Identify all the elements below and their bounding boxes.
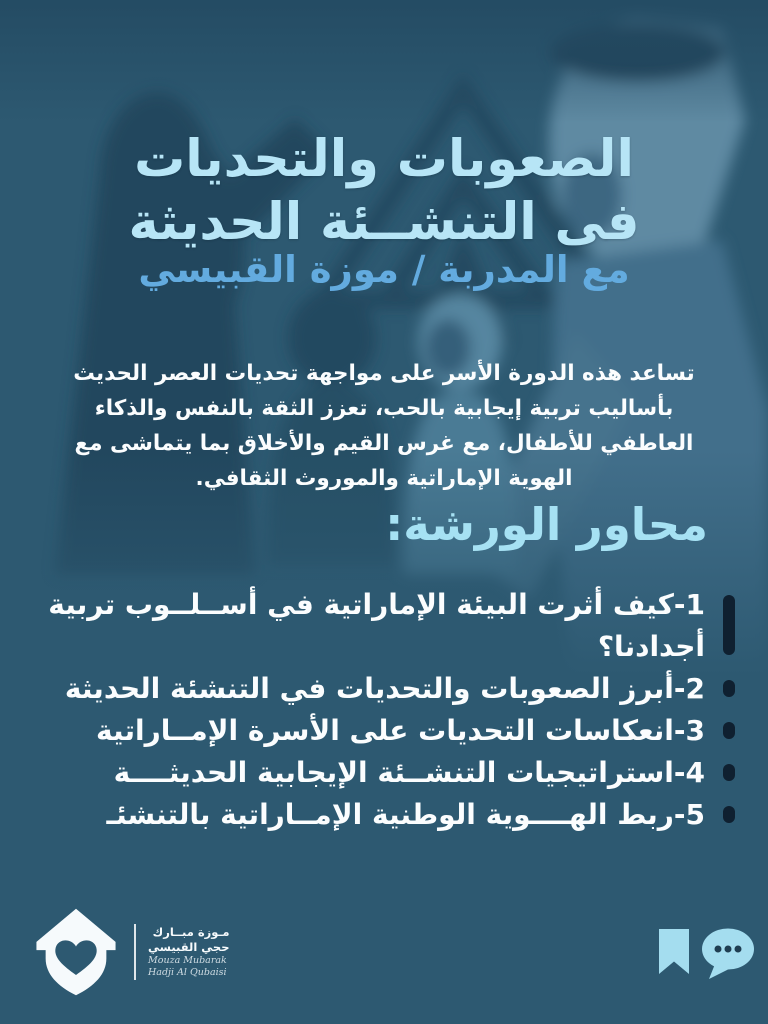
topic-item-2 [30,668,735,710]
logo-english-name-line2: Hadji Al Qubaisi [148,967,227,978]
topic-label: 1-كيف أثرت البيئة الإماراتية في أســلــوب تربية أجدادنا؟ [48,588,705,663]
poster-title [0,128,768,254]
topic-label: 3-انعكاسات التحديات على الأسرة الإمــاراتية [96,714,705,747]
topic-label: 2-أبرز الصعوبات والتحديات في التنشئة الحديثة [64,672,705,705]
topic-item-5 [30,794,735,836]
topic-marker-bar [723,595,735,655]
topics-list [30,584,735,836]
trainer-logo [30,906,229,998]
topics-heading: محاور الورشة: [385,498,708,551]
logo-arabic-name-line2: حجي القبيسي [148,939,230,954]
topic-marker-bar [723,764,735,781]
topic-label: 4-استراتيجيات التنشــئة الإيجابية الحديثــــة [113,756,705,789]
topic-item-1 [30,584,735,668]
action-icons [657,928,755,980]
topic-item-4 [30,752,735,794]
poster-title-line2: فى التنشــئة الحديثة [128,193,640,253]
chat-dots-icon[interactable] [700,928,755,980]
logo-text [148,925,229,980]
topic-item-3 [30,710,735,752]
bookmark-icon[interactable] [657,928,691,976]
topic-label: 5-ربط الهــــوية الوطنية الإمــاراتية بالتنشئـ [106,798,705,831]
logo-english-name-line1: Mouza Mubarak [148,954,227,966]
trainer-subtitle: مع المدربة / موزة القبيسي [138,248,630,291]
house-heart-logo-icon [30,906,122,998]
topic-marker-bar [723,806,735,823]
logo-divider [134,924,136,980]
topic-marker-bar [723,722,735,739]
poster-title-line1: الصعوبات والتحديات [134,130,634,190]
course-description: تساعد هذه الدورة الأسر على مواجهة تحديات العصر الحديث بأساليب تربية إيجابية بالحب، تعزز الثقة بالنفس والذكاء العاطفي للأطفال، مع غرس القيم والأخلاق بما يتماشى مع الهوية الإماراتية والموروث الثقافي. [73,360,695,491]
logo-arabic-name-line1: مـوزة مبــارك [152,924,230,939]
topic-marker-bar [723,680,735,697]
